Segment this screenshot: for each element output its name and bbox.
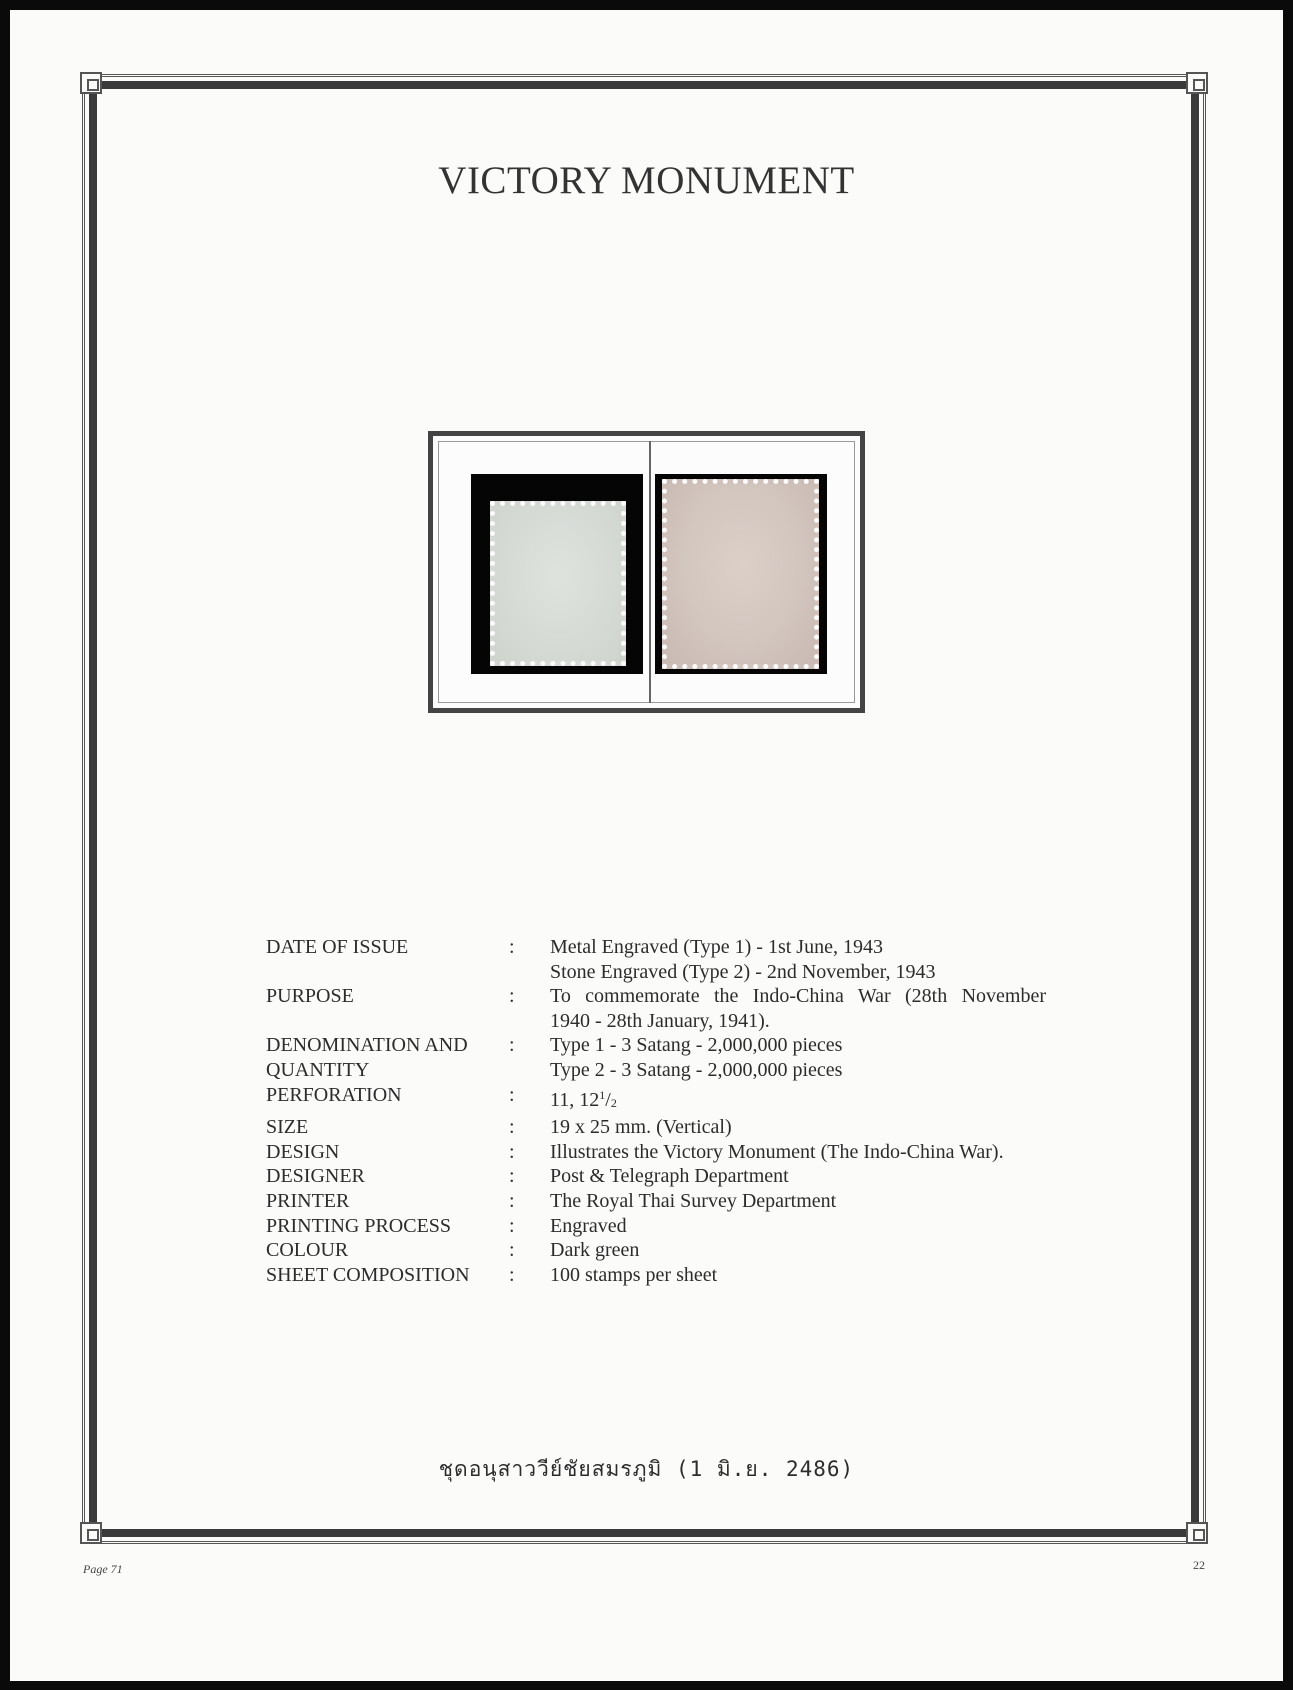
detail-colon: : bbox=[509, 1214, 515, 1237]
detail-value: 11, $12^1/_2$ bbox=[550, 1087, 617, 1111]
detail-value: To commemorate the Indo-China War (28th November bbox=[550, 985, 1046, 1008]
fraction-numerator: 1 bbox=[599, 1087, 606, 1102]
detail-value: 19 x 25 mm. (Vertical) bbox=[550, 1116, 732, 1139]
detail-row bbox=[266, 1083, 1046, 1116]
detail-colon: : bbox=[509, 1083, 515, 1106]
scan-edge-left bbox=[0, 0, 10, 1690]
detail-row bbox=[266, 1214, 1046, 1239]
stamp-details-table bbox=[266, 935, 1046, 1287]
detail-colon: : bbox=[509, 1034, 515, 1057]
detail-value: Type 2 - 3 Satang - 2,000,000 pieces bbox=[550, 1058, 843, 1081]
page-label: Page 71 bbox=[83, 1562, 123, 1576]
detail-row bbox=[266, 1115, 1046, 1140]
detail-value: Dark green bbox=[550, 1239, 640, 1262]
stamp-slot-type-2 bbox=[655, 474, 827, 674]
detail-colon: : bbox=[509, 985, 515, 1008]
detail-label: DESIGN bbox=[266, 1140, 340, 1163]
detail-row bbox=[266, 1058, 1046, 1083]
detail-row bbox=[266, 984, 1046, 1009]
detail-colon bbox=[509, 1058, 550, 1083]
detail-label: DESIGNER bbox=[266, 1165, 365, 1188]
scan-edge-bottom bbox=[0, 1681, 1293, 1690]
stamp-image-type-1 bbox=[490, 501, 626, 666]
detail-colon: : bbox=[509, 1165, 515, 1188]
frame-corner-ornament bbox=[1186, 72, 1208, 94]
detail-value: Metal Engraved (Type 1) - 1st June, 1943 bbox=[550, 936, 883, 958]
detail-label: SIZE bbox=[266, 1116, 309, 1139]
detail-colon bbox=[509, 960, 550, 985]
frame-corner-ornament bbox=[1186, 1522, 1208, 1544]
stamp-mount bbox=[428, 431, 865, 713]
detail-colon: : bbox=[509, 1116, 515, 1139]
detail-label bbox=[266, 960, 509, 985]
detail-label: PURPOSE bbox=[266, 985, 354, 1008]
detail-value: The Royal Thai Survey Department bbox=[550, 1189, 837, 1212]
detail-value: Illustrates the Victory Monument (The Indo-China War). bbox=[550, 1140, 1004, 1163]
detail-value: 1940 - 28th January, 1941). bbox=[550, 1009, 770, 1032]
detail-label bbox=[266, 1009, 509, 1034]
frame-corner-ornament bbox=[80, 1522, 102, 1544]
detail-row bbox=[266, 1140, 1046, 1165]
detail-value: 100 stamps per sheet bbox=[550, 1263, 718, 1286]
detail-row bbox=[266, 1009, 1046, 1034]
detail-value: Engraved bbox=[550, 1214, 627, 1237]
detail-row bbox=[266, 1164, 1046, 1189]
page-number: 22 bbox=[1193, 1558, 1205, 1572]
detail-value: Type 1 - 3 Satang - 2,000,000 pieces bbox=[550, 1034, 843, 1057]
frame-corner-ornament bbox=[80, 72, 102, 94]
detail-row bbox=[266, 1263, 1046, 1288]
detail-label: COLOUR bbox=[266, 1239, 349, 1262]
detail-colon: : bbox=[509, 1239, 515, 1262]
scan-edge-right bbox=[1283, 0, 1293, 1690]
detail-row bbox=[266, 1189, 1046, 1214]
thai-caption: ชุดอนุสาววีย์ชัยสมรภูมิ (1 มิ.ย. 2486) bbox=[438, 1457, 855, 1481]
detail-row bbox=[266, 960, 1046, 985]
detail-label: PRINTING PROCESS bbox=[266, 1214, 452, 1237]
detail-colon: : bbox=[509, 1140, 515, 1163]
detail-value: Post & Telegraph Department bbox=[550, 1165, 789, 1188]
detail-label: PERFORATION bbox=[266, 1083, 402, 1106]
detail-colon: : bbox=[509, 1189, 515, 1212]
detail-colon bbox=[509, 1009, 550, 1034]
stamp-mount-divider bbox=[649, 441, 651, 703]
detail-row bbox=[266, 1238, 1046, 1263]
detail-colon: : bbox=[509, 1263, 515, 1286]
detail-label: SHEET COMPOSITION bbox=[266, 1263, 470, 1286]
detail-label: DENOMINATION AND bbox=[266, 1034, 468, 1057]
fraction-denominator: 2 bbox=[610, 1095, 617, 1110]
detail-value: Stone Engraved (Type 2) - 2nd November, 1943 bbox=[550, 960, 936, 983]
detail-label: PRINTER bbox=[266, 1189, 350, 1212]
page-title: VICTORY MONUMENT bbox=[438, 159, 855, 202]
stamp-image-type-2 bbox=[662, 479, 819, 669]
detail-label: QUANTITY bbox=[266, 1058, 370, 1081]
stamp-slot-type-1 bbox=[471, 474, 643, 674]
detail-colon: : bbox=[509, 936, 515, 958]
perforation-value: 11, 12 bbox=[550, 1088, 600, 1111]
detail-label: DATE OF ISSUE bbox=[266, 936, 409, 958]
detail-row bbox=[266, 935, 1046, 960]
detail-row bbox=[266, 1033, 1046, 1058]
page-frame-inner bbox=[89, 81, 1199, 1537]
scan-edge-top bbox=[0, 0, 1293, 10]
